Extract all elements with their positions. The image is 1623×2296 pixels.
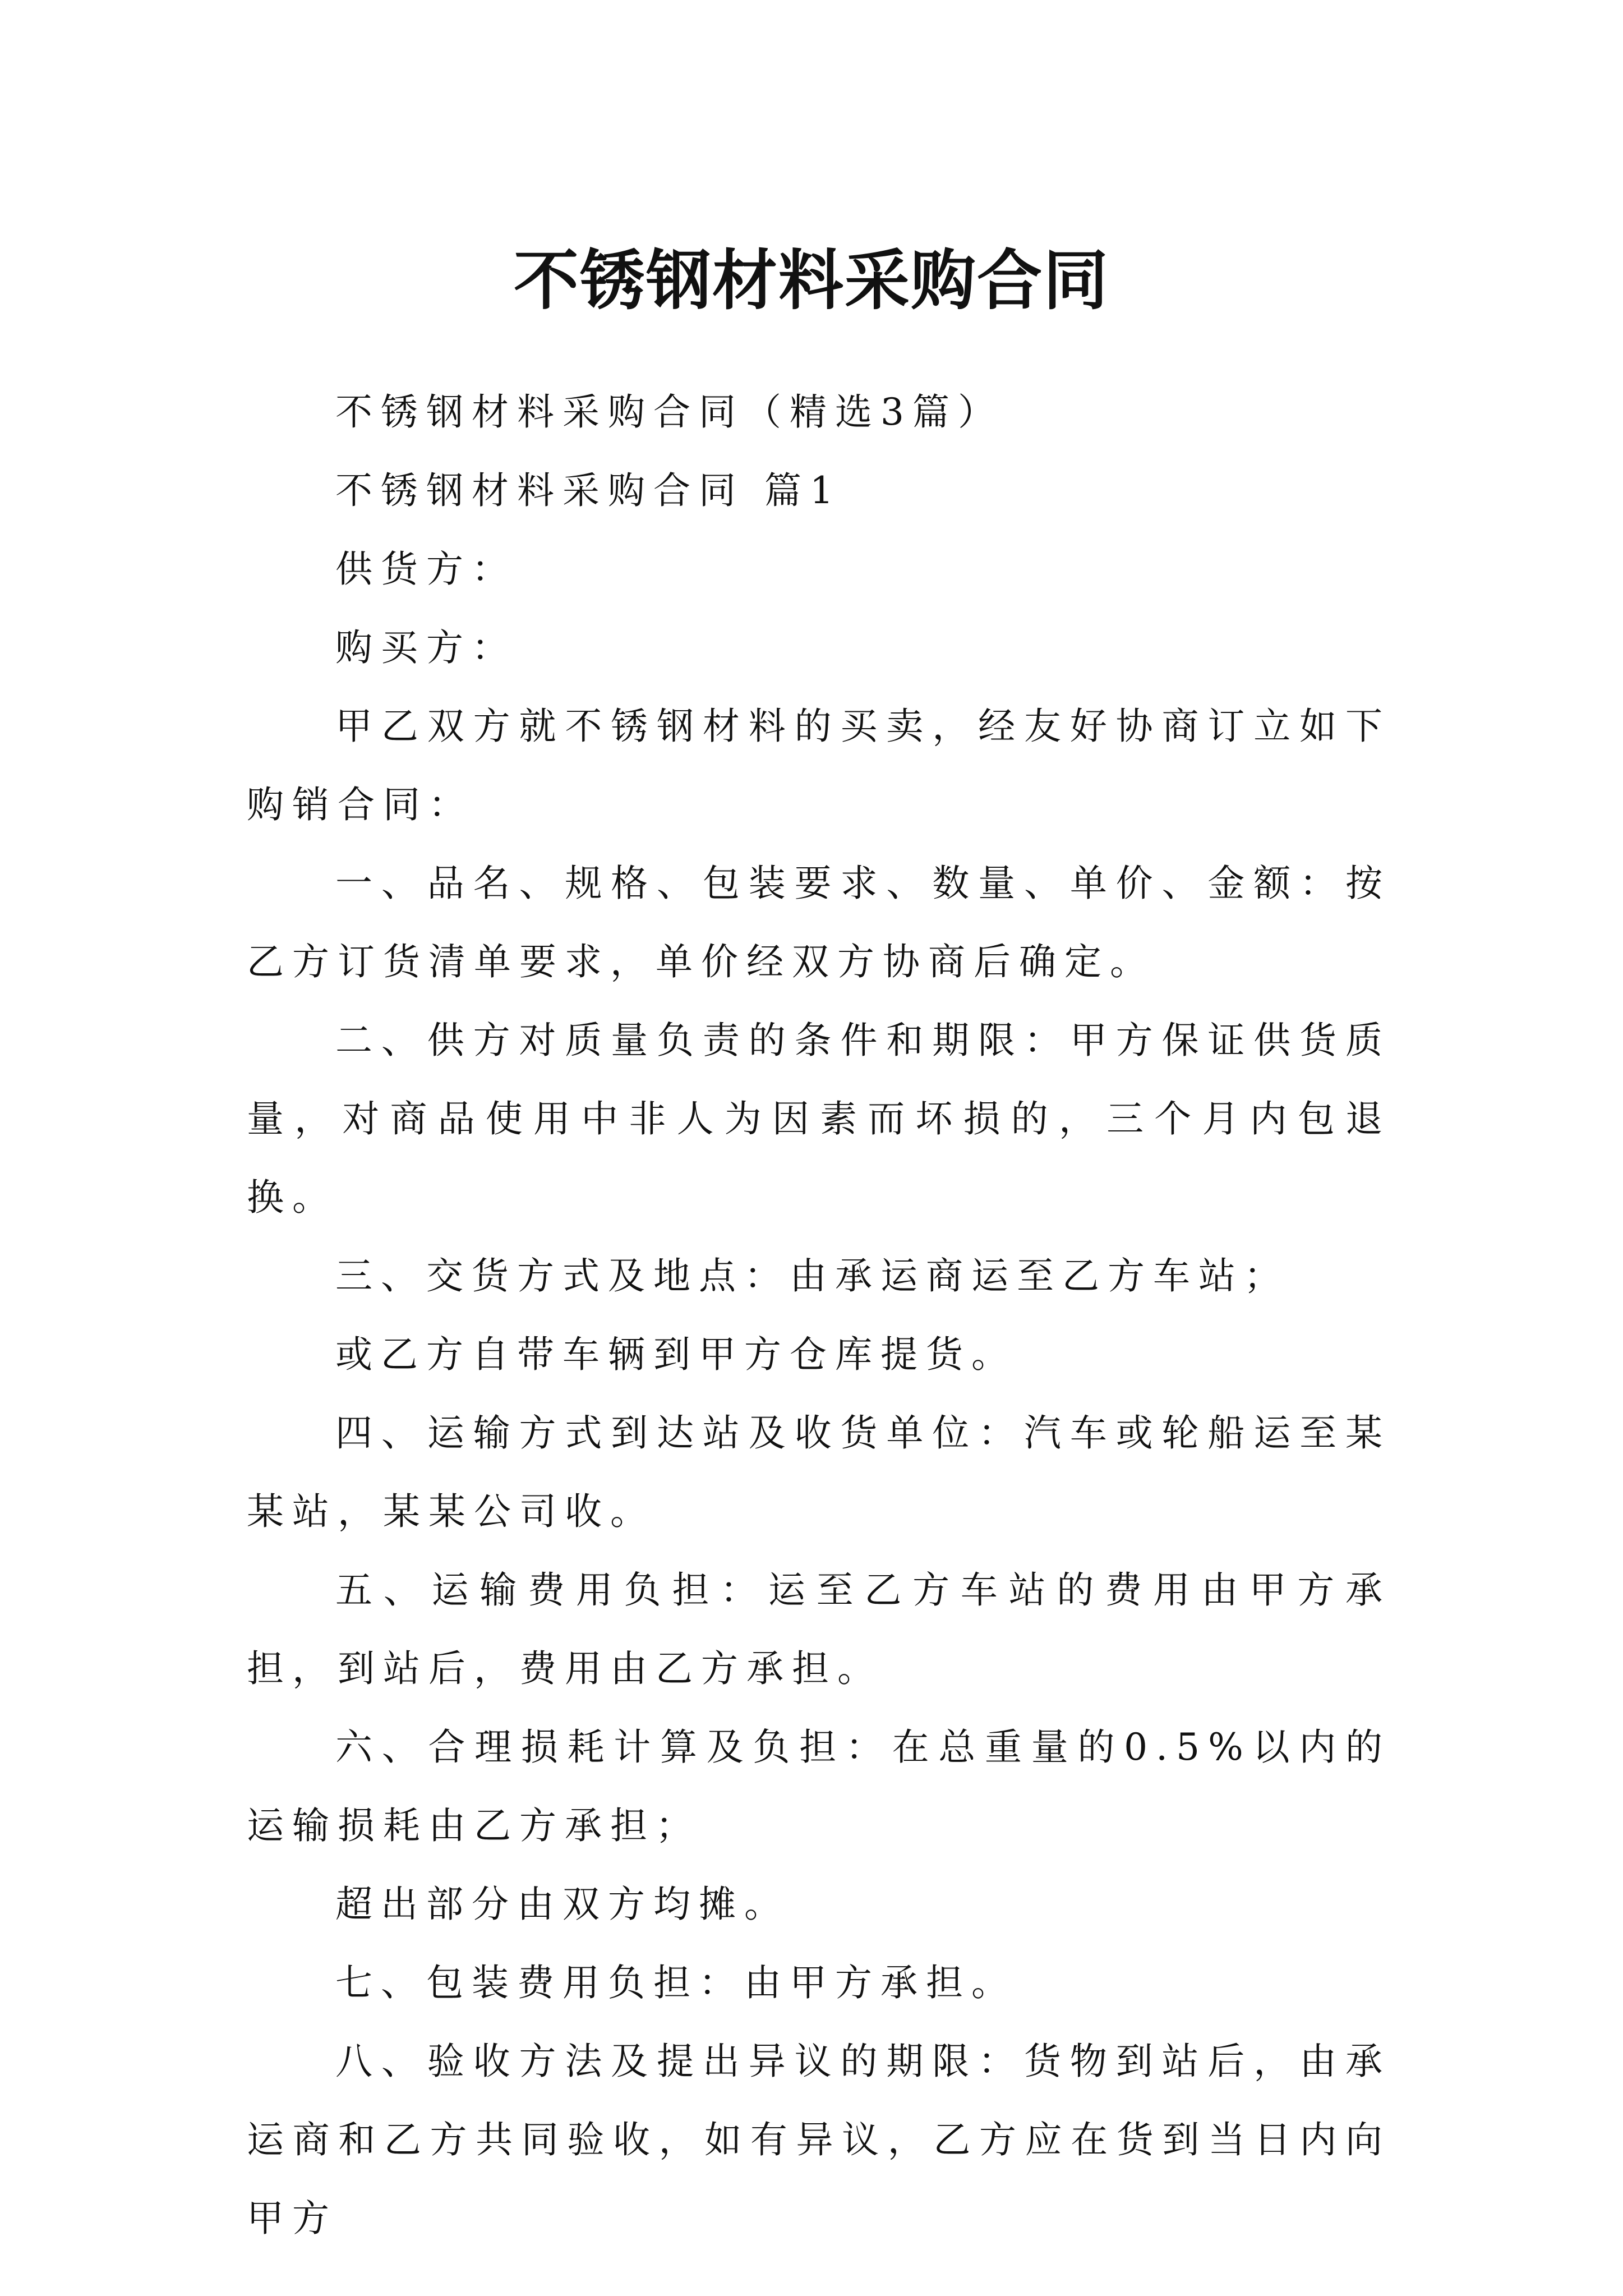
document-title: 不锈钢材料采购合同 bbox=[514, 242, 1109, 319]
paragraph-subtitle: 不锈钢材料采购合同（精选3篇） bbox=[335, 390, 1003, 434]
paragraph-section-heading: 不锈钢材料采购合同 篇1 bbox=[335, 469, 842, 512]
document-body bbox=[247, 373, 1391, 2258]
paragraph-clause-8: 八、验收方法及提出异议的期限：货物到站后，由承运商和乙方共同验收，如有异议，乙方应在货到当日内向甲方 bbox=[247, 2040, 1391, 2240]
paragraph-clause-5: 五、运输费用负担：运至乙方车站的费用由甲方承担，到站后，费用由乙方承担。 bbox=[247, 1568, 1391, 1690]
paragraph-clause-2: 二、供方对质量负责的条件和期限：甲方保证供货质量，对商品使用中非人为因素而坏损的，三个月内包退换。 bbox=[247, 1019, 1391, 1219]
paragraph-clause-4: 四、运输方式到达站及收货单位：汽车或轮船运至某某站，某某公司收。 bbox=[247, 1411, 1391, 1533]
paragraph-preamble: 甲乙双方就不锈钢材料的买卖，经友好协商订立如下购销合同： bbox=[247, 705, 1391, 826]
paragraph-buyer: 购买方： bbox=[335, 626, 517, 669]
paragraph-clause-6-cont: 超出部分由双方均摊。 bbox=[335, 1883, 790, 1926]
paragraph-clause-3: 三、交货方式及地点：由承运商运至乙方车站； bbox=[335, 1254, 1289, 1297]
paragraph-clause-1: 一、品名、规格、包装要求、数量、单价、金额：按乙方订货清单要求，单价经双方协商后确定。 bbox=[247, 862, 1391, 983]
paragraph-clause-6: 六、合理损耗计算及负担：在总重量的0.5%以内的运输损耗由乙方承担； bbox=[247, 1726, 1391, 1847]
paragraph-clause-3-cont: 或乙方自带车辆到甲方仓库提货。 bbox=[335, 1333, 1017, 1376]
paragraph-supplier: 供货方： bbox=[335, 547, 517, 591]
paragraph-clause-7: 七、包装费用负担：由甲方承担。 bbox=[335, 1961, 1017, 2004]
